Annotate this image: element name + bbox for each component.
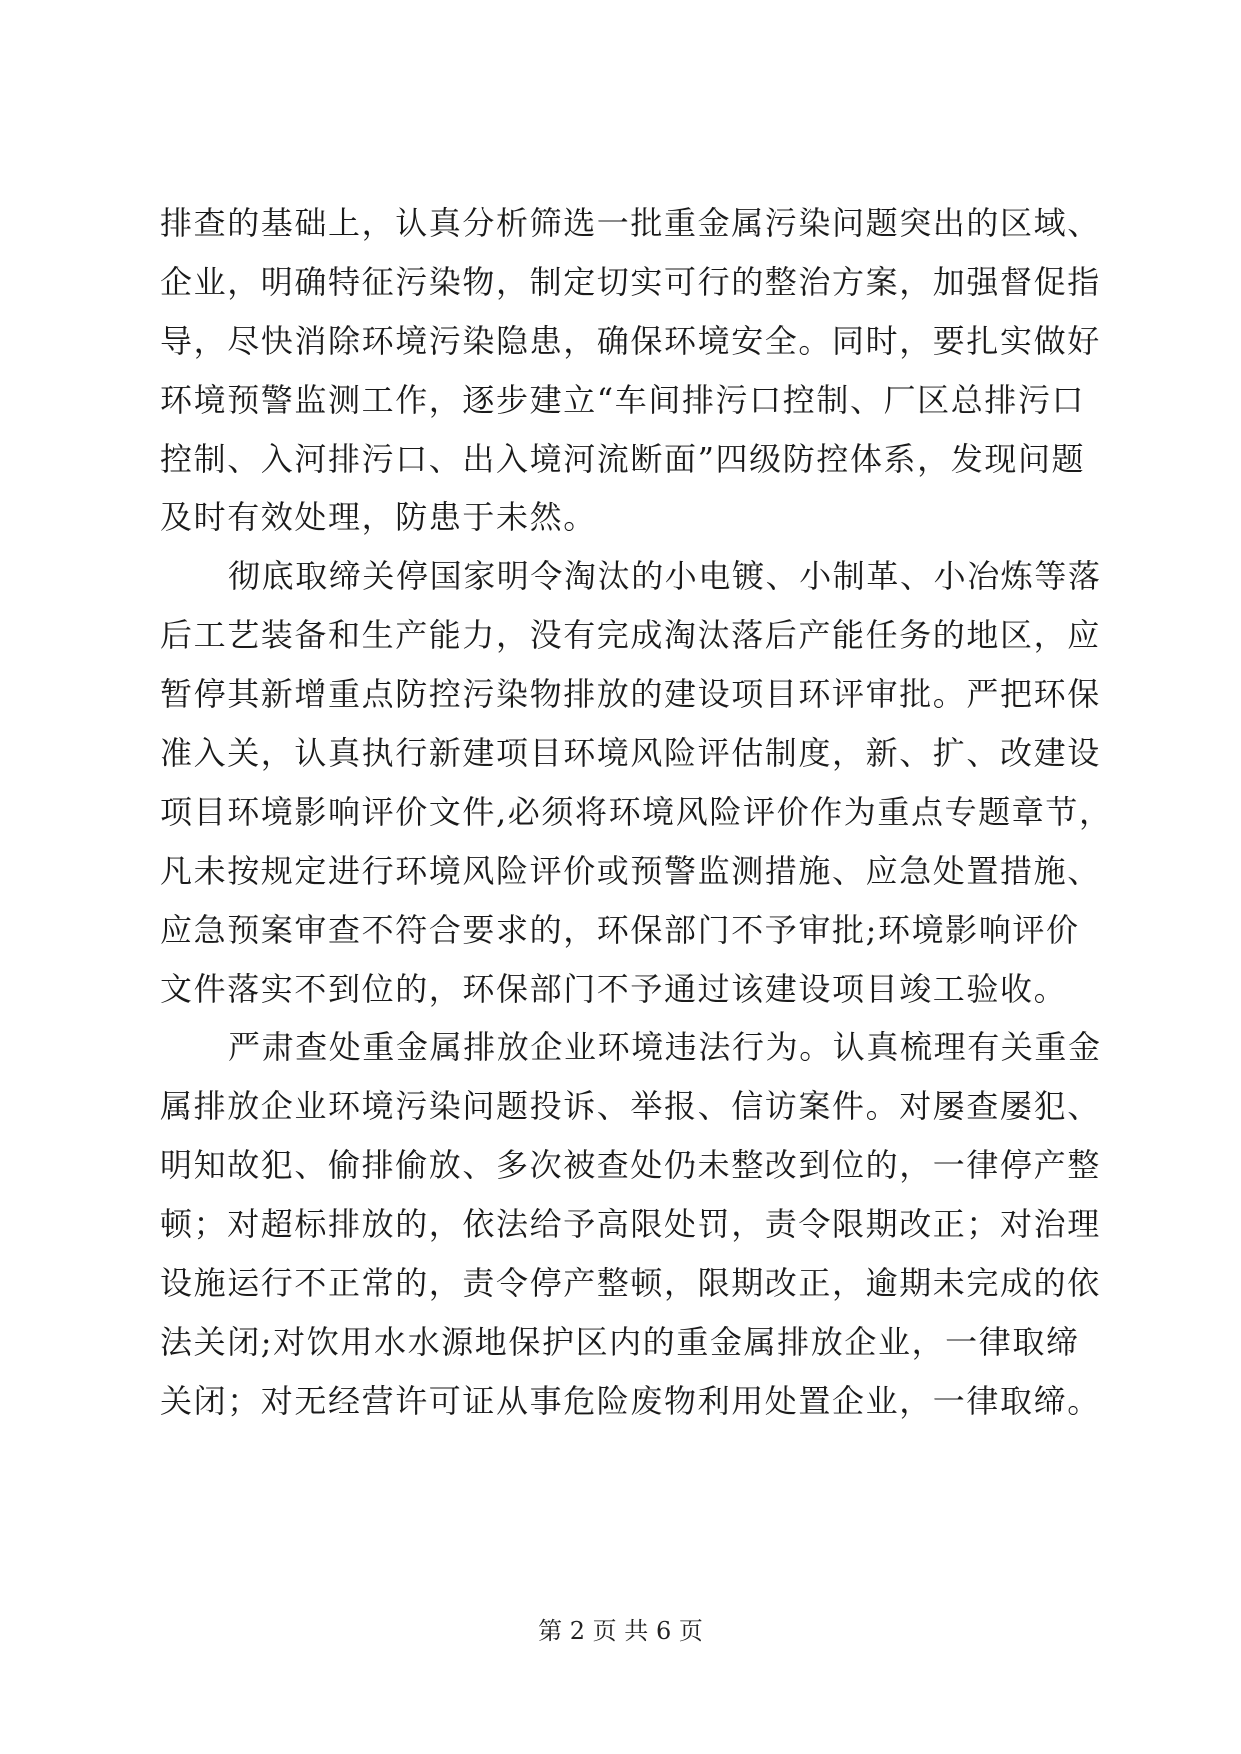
text-line: 项目环境影响评价文件,必须将环境风险评价作为重点专题章节， <box>160 792 1113 831</box>
text-line: 应急预案审查不符合要求的，环保部门不予审批;环境影响评价 <box>160 910 1080 949</box>
text-line: 法关闭;对饮用水水源地保护区内的重金属排放企业，一律取缔 <box>160 1322 1080 1361</box>
text-line: 凡未按规定进行环境风险评价或预警监测措施、应急处置措施、 <box>160 851 1101 890</box>
text-line: 后工艺装备和生产能力，没有完成淘汰落后产能任务的地区，应 <box>160 616 1101 655</box>
text-line: 明知故犯、偷排偷放、多次被查处仍未整改到位的，一律停产整 <box>160 1146 1101 1185</box>
text-line: 属排放企业环境污染问题投诉、举报、信访案件。对屡查屡犯、 <box>160 1087 1101 1126</box>
text-line: 排查的基础上，认真分析筛选一批重金属污染问题突出的区域、 <box>160 204 1101 242</box>
text-line: 控制、入河排污口、出入境河流断面”四级防控体系，发现问题 <box>160 439 1086 478</box>
text-line: 导，尽快消除环境污染隐患，确保环境安全。同时，要扎实做好 <box>160 321 1101 360</box>
text-line: 及时有效处理，防患于未然。 <box>160 498 597 537</box>
paragraph-first-line: 严肃查处重金属排放企业环境违法行为。认真梳理有关重金 <box>228 1028 1102 1067</box>
document-body <box>160 194 1113 1431</box>
text-line: 关闭；对无经营许可证从事危险废物利用处置企业，一律取缔。 <box>160 1381 1101 1420</box>
text-line: 暂停其新增重点防控污染物排放的建设项目环评审批。严把环保 <box>160 675 1101 714</box>
text-line: 顿；对超标排放的，依法给予高限处罚，责令限期改正；对治理 <box>160 1205 1101 1244</box>
text-line: 环境预警监测工作，逐步建立“车间排污口控制、厂区总排污口 <box>160 380 1086 419</box>
paragraph-first-line: 彻底取缔关停国家明令淘汰的小电镀、小制革、小冶炼等落 <box>228 557 1102 596</box>
text-line: 文件落实不到位的，环保部门不予通过该建设项目竣工验收。 <box>160 969 1068 1008</box>
text-line: 准入关，认真执行新建项目环境风险评估制度，新、扩、改建设 <box>160 734 1101 773</box>
text-line: 设施运行不正常的，责令停产整顿，限期改正，逾期未完成的依 <box>160 1264 1101 1303</box>
page-footer: 第 2 页 共 6 页 <box>538 1617 703 1645</box>
text-line: 企业，明确特征污染物，制定切实可行的整治方案，加强督促指 <box>160 262 1101 301</box>
